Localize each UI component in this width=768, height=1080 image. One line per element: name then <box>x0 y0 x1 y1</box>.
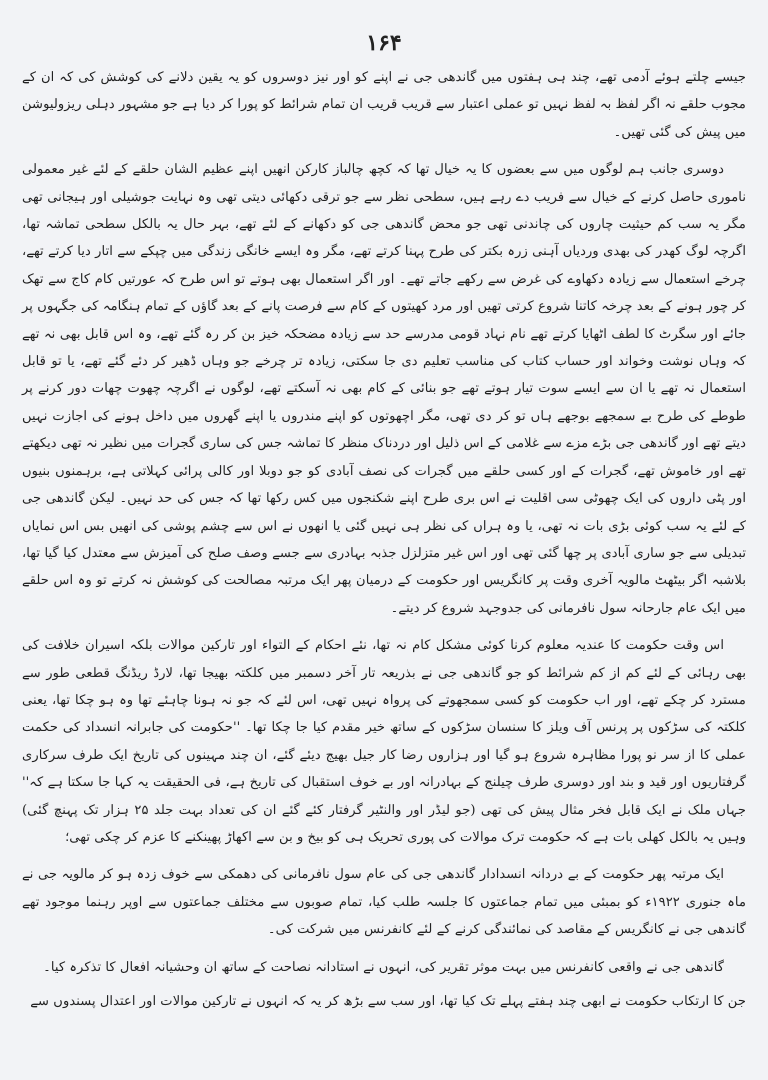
paragraph-5: گاندھی جی نے واقعی کانفرنس میں بہت موثر تقریر کی، انہوں نے استادانہ نصاحت کے ساتھ ان وحشیانہ افعال کا تذکرہ کیا۔ <box>43 959 724 975</box>
page-number: ۱۶۴ <box>366 30 402 56</box>
paragraph-4: ایک مرتبہ پھر حکومت کے بے دردانہ انسدادار گاندھی جی کی عام سول نافرمانی کی دھمکی سے خوف زدہ ہو کر مالویہ جی نے ماہ جنوری ۱۹۲۲ء کو بمبئی میں تمام جماعتوں کا جلسہ طلب کیا، تمام صوبوں سے مختلف جماعتوں سے اوپر رہنما موجود تھے گاندھی جی نے کانگریس کے مقاصد کی نمائندگی کرنے کے لئے کانفرنس میں شرکت کی۔ <box>22 867 747 938</box>
paragraph-1: جیسے چلتے ہوئے آدمی تھے، چند ہی ہفتوں میں گاندھی جی نے اپنے کو اور نیز دوسروں کو یہ یقین دلانے کی کوشش کی کہ ان کے مجوب حلقے نہ اگر لفظ بہ لفظ نہیں تو عملی اعتبار سے قریب قریب ان تمام شرائط کو پورا کر دیا ہے جو مشہور دہلی ریزولیوشن میں پیش کی گئی تھیں۔ <box>22 70 746 140</box>
paragraph-3: اس وقت حکومت کا عندیہ معلوم کرنا کوئی مشکل کام نہ تھا، نئے احکام کے التواء اور تارکین موالات بلکہ اسیران خلافت کی بھی رہائی کے لئے کم از کم شرائط کو جو گاندھی جی نے بذریعہ تار آخر دسمبر میں کلکتہ بھیجا تھا، لارڈ ریڈنگ قطعی طور سے مسترد کر چکے تھے، اور اب حکومت کو کسی سمجھوتے کی پرواہ نہیں تھی، اس لئے کہ جو نہ ہونا چاہئے تھا وہ ہو چکا تھا، یعنی کلکتہ کی سڑکوں پر پرنس آف ویلز کا سنسان سڑکوں کے ساتھ خیر مقدم کیا جا چکا تھا۔ ''حکومت کی جابرانہ انسداد کی حکمت عملی کا از سر نو پورا مظاہرہ شروع ہو گیا اور ہزاروں رضا کار جیل بھیج دیئے گئے، ان چند مہینوں کی تاریخ ایک طرف سرکاری گرفتاریوں اور قید و بند اور دوسری طرف چیلنج کے بہادرانہ اور بے خوف استقبال کی تاریخ ہے، فی الحقیقت یہ کہا جا سکتا ہے کہ'' جہاں ملک نے ایک قابل فخر مثال پیش کی تھی (جو لیڈر اور والنٹیر گرفتار کئے گئے ان کی تعداد بہت جلد ۲۵ ہزار تک پہنچ گئی) وہیں یہ بالکل کھلی بات ہے کہ حکومت ترک موالات کی پوری تحریک ہی کو بیخ و بن سے اکھاڑ پھینکنے کا عزم کر چکی تھی؛ <box>22 638 746 845</box>
paragraph-2: دوسری جانب ہم لوگوں میں سے بعضوں کا یہ خیال تھا کہ کچھ چالباز کارکن انھیں اپنے عظیم الشان حلقے کے لئے غیر معمولی ناموری حاصل کرنے کے خیال سے فریب دے رہے ہیں، سطحی نظر سے جو ترقی دکھائی دیتی تھی وہ نہایت جوشیلی اور ہیجانی تھی مگر یہ سب کم حیثیت چاروں کی چاندنی تھی جو محض گاندھی جی کو دکھانے کے لئے تھے، بہر حال یہ بالکل سطحی تماشہ تھا، اگرچہ لوگ کھدر کی بھدی وردیاں آہنی زرہ بکتر کی طرح پہنا کرتے تھے، مگر وہ ایسے خانگی زندگی میں چپکے سے اتار دیا کرتے تھے، چرخے استعمال سے زیادہ دکھاوے کی غرض سے رکھے جاتے تھے۔ اور اگر استعمال بھی ہوتے تو اس طرح کہ عورتیں کام کاج سے تھک کر چور ہونے کے بعد چرخہ کاتنا شروع کرتی تھیں اور مرد کھیتوں کے کام سے فرصت پانے کے بعد گاؤں کے تمام ہنگامہ کی جگہوں پر جائے اور سگرٹ کا لطف اٹھایا کرتے تھے نام نہاد قومی مدرسے حد سے زیادہ مضحکہ خیز بن کر رہ گئے تھے، وہ اس قابل بھی نہ تھے کہ وہاں نوشت وخواند اور حساب کتاب کی مناسب تعلیم دی جا سکتی، زیادہ تر چرخے جو وہاں ڈھیر کر دئے گئے تھے، یا تو قابل استعمال نہ تھے یا ان سے ایسے سوت تیار ہوتے تھے جو بنائی کے کام بھی نہ آسکتے تھے، لوگوں نے اگرچہ چھوت چھات دور کرنے پر طوطے کی طرح بے سمجھے بوجھے ہاں تو کر دی تھی، مگر اچھوتوں کو اپنے مندروں یا اپنے گھروں میں داخل ہونے کی اجازت نہیں دیتے تھے اور گاندھی جی بڑے مزے سے غلامی کے اس ذلیل اور دردناک منظر کا تماشہ جس کی ساری گجرات میں نظیر نہ تھی دیکھتے تھے اور خاموش تھے، گجرات کے اور کسی حلقے میں گجرات کی نصف آبادی کو جو دوبلا اور کالی پرائی کہلاتی ہے، برہمنوں بنیوں اور پٹی داروں کی ایک چھوٹی سی اقلیت نے اس بری طرح اپنے شکنجوں میں کس رکھا تھا کہ جس کی حد نہیں۔ لیکن گاندھی جی کے لئے یہ سب کوئی بڑی بات نہ تھی، یا وہ ہراں کی نظر ہی نہیں گئی یا انھوں نے اس سے چشم پوشی کی انھیں بس اس نمایاں تبدیلی سے جو ساری آبادی پر چھا گئی تھی اور اس غیر متزلزل جذبہ بہادری سے جسے وصف صلح کی آمیزش سے معتدل کیا گیا تھا، بلاشبہ اگر بیٹھٹ مالویہ آخری وقت پر کانگریس اور حکومت کے درمیان پھر ایک مرتبہ مصالحت کی کوشش نہ کرتے تو وہ اس حلقے میں ایک عام جارحانہ سول نافرمانی کی جدوجہد شروع کر دیتے۔ <box>22 162 746 616</box>
continued-line: جن کا ارتکاب حکومت نے ابھی چند ہفتے پہلے تک کیا تھا، اور سب سے بڑھ کر یہ کہ انہوں نے تارکین موالات اور اعتدال پسندوں سے <box>30 994 746 1009</box>
